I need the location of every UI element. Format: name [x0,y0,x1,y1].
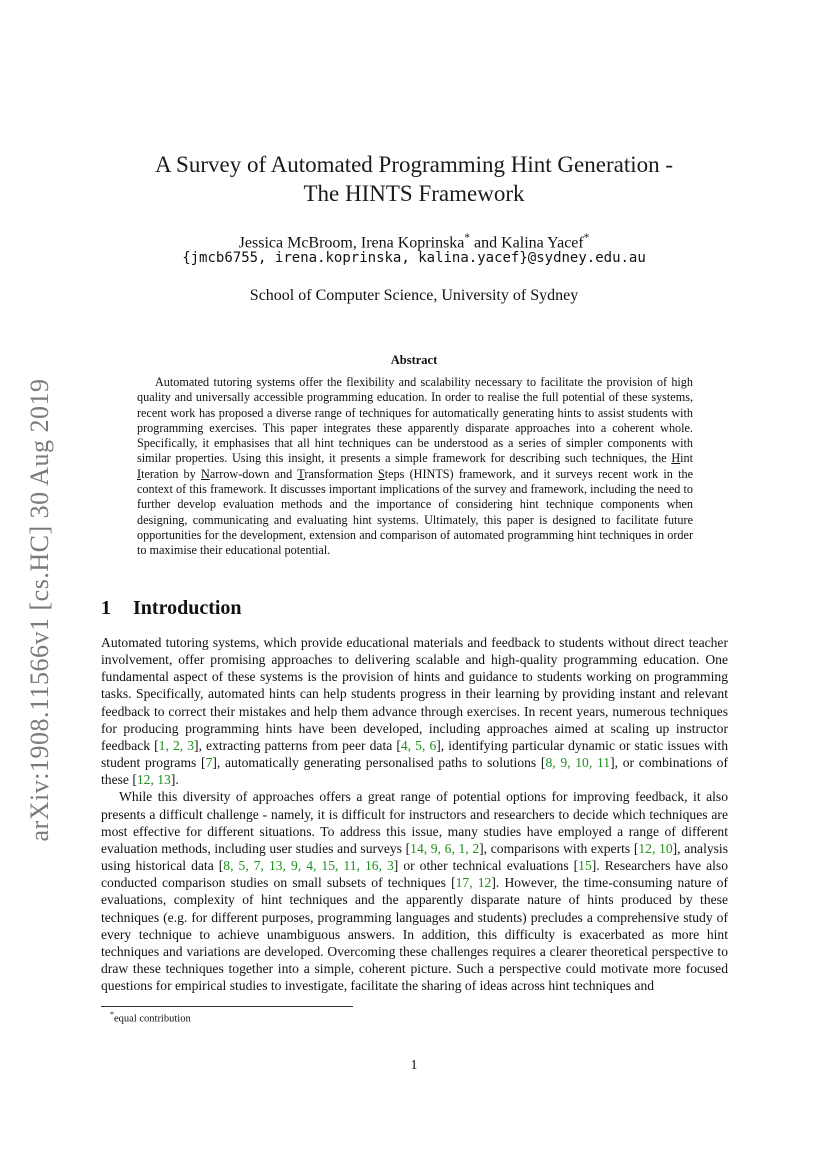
footnote-divider [101,1006,353,1007]
citation-link[interactable]: 4, 5, 6 [400,737,437,753]
citation-link[interactable]: 17, 12 [455,875,492,891]
citation-link[interactable]: 1, 2, 3 [158,737,195,753]
footnote-mark: * [110,1010,114,1019]
paper-title [100,150,728,208]
affiliation: School of Computer Science, University of Sydney [249,287,579,304]
intro-paragraph-1: Automated tutoring systems, which provide educational materials and feedback to students without direct teacher involvement, offer promising approaches to delivering scalable and high-quality programming education. One fundamental aspect of these systems is the provision of hints and guidance to students working on programming tasks. Specifically, automated hints can help students progress in their learning by providing instant and relevant feedback to correct their mistakes and help them advance through exercises. In recent years, numerous techniques for producing programming hints have been developed, including approaches aimed at scaling up instructor feedback [1, 2, 3], extracting patterns from peer data [4, 5, 6], identifying particular dynamic or static issues with student programs [7], automatically generating personalised paths to solutions [8, 9, 10, 11], or combinations of these [12, 13]. [101,635,729,788]
abstract-heading: Abstract [390,353,438,367]
intro-paragraph-2: While this diversity of approaches offers a great range of potential options for improving feedback, it also presents a difficult challenge - namely, it is difficult for instructors and researchers to decide which techniques are most effective for different situations. To address this issue, many studies have employed a range of different evaluation methods, including user studies and surveys [14, 9, 6, 1, 2], comparisons with experts [12, 10], analysis using historical data [8, 5, 7, 13, 9, 4, 15, 11, 16, 3] or other technical evaluations [15]. Researchers have also conducted comparison studies on small subsets of techniques [17, 12]. However, the time-consuming nature of evaluations, complexity of hint techniques and the apparently disparate nature of hints produced by these techniques (e.g. for different purposes, programming languages and students) precludes a comprehensive study of every technique to achieve unambiguous answers. In addition, this difficulty is exacerbated as more hint techniques and variations are developed. Overcoming these challenges requires a clearer theoretical perspective to draw these techniques together into a simple, coherent picture. Such a perspective could motivate more focused questions for empirical studies to investigate, facilitate the sharing of ideas across hint techniques and [101,789,729,994]
citation-link[interactable]: 12, 13 [136,772,171,788]
page-number: 1 [410,1058,418,1073]
footnote [110,1010,191,1025]
citation-link[interactable]: 12, 10 [638,840,673,856]
author-connector: and [469,234,502,252]
author-mark-2: * [583,232,590,244]
citation-link[interactable]: 14, 9, 6, 1, 2 [410,840,480,856]
section-title: Introduction [133,597,242,619]
section-number: 1 [101,597,111,619]
citation-link[interactable]: 8, 5, 7, 13, 9, 4, 15, 11, 16, 3 [223,858,394,874]
author-emails: {jmcb6755, irena.koprinska, kalina.yacef}@sydney.edu.au [182,250,646,266]
footnote-text: equal contribution [114,1013,191,1025]
title-line-1: A Survey of Automated Programming Hint Generation - [154,152,674,177]
title-line-2: The HINTS Framework [303,181,525,206]
author-names-1: Jessica McBroom, Irena Koprinska [238,234,465,252]
introduction-body [101,634,728,994]
citation-link[interactable]: 7 [205,755,213,771]
abstract-text: Automated tutoring systems offer the flexibility and scalability necessary to facilitate the provision of high quality and universally accessible programming education. In order to realise the full potential of these systems, recent work has proposed a diverse range of techniques for automatically generating hints to assist students with programming exercises. This paper integrates these apparently disparate approaches into a coherent whole. Specifically, it emphasises that all hint techniques can be understood as a series of simpler components with similar properties. Using this insight, it presents a simple framework for describing such techniques, the Hint Iteration by Narrow-down and Transformation Steps (HINTS) framework, and it surveys recent work in the context of this framework. It discusses important implications of the survey and framework, including the need to further develop evaluation methods and the importance of considering hint technique components when designing, communicating and evaluating hint systems. Ultimately, this paper is designed to facilitate future opportunities for the development, extension and comparison of automated programming hint techniques in order to maximise their educational potential. [137,375,693,558]
author-name-2: Kalina Yacef [501,234,584,252]
author-mark-1: * [464,232,470,244]
citation-link[interactable]: 15 [578,858,592,874]
arxiv-identifier: arXiv:1908.11566v1 [cs.HC] 30 Aug 2019 [25,378,54,842]
section-heading [101,597,242,620]
citation-link[interactable]: 8, 9, 10, 11 [545,755,611,771]
